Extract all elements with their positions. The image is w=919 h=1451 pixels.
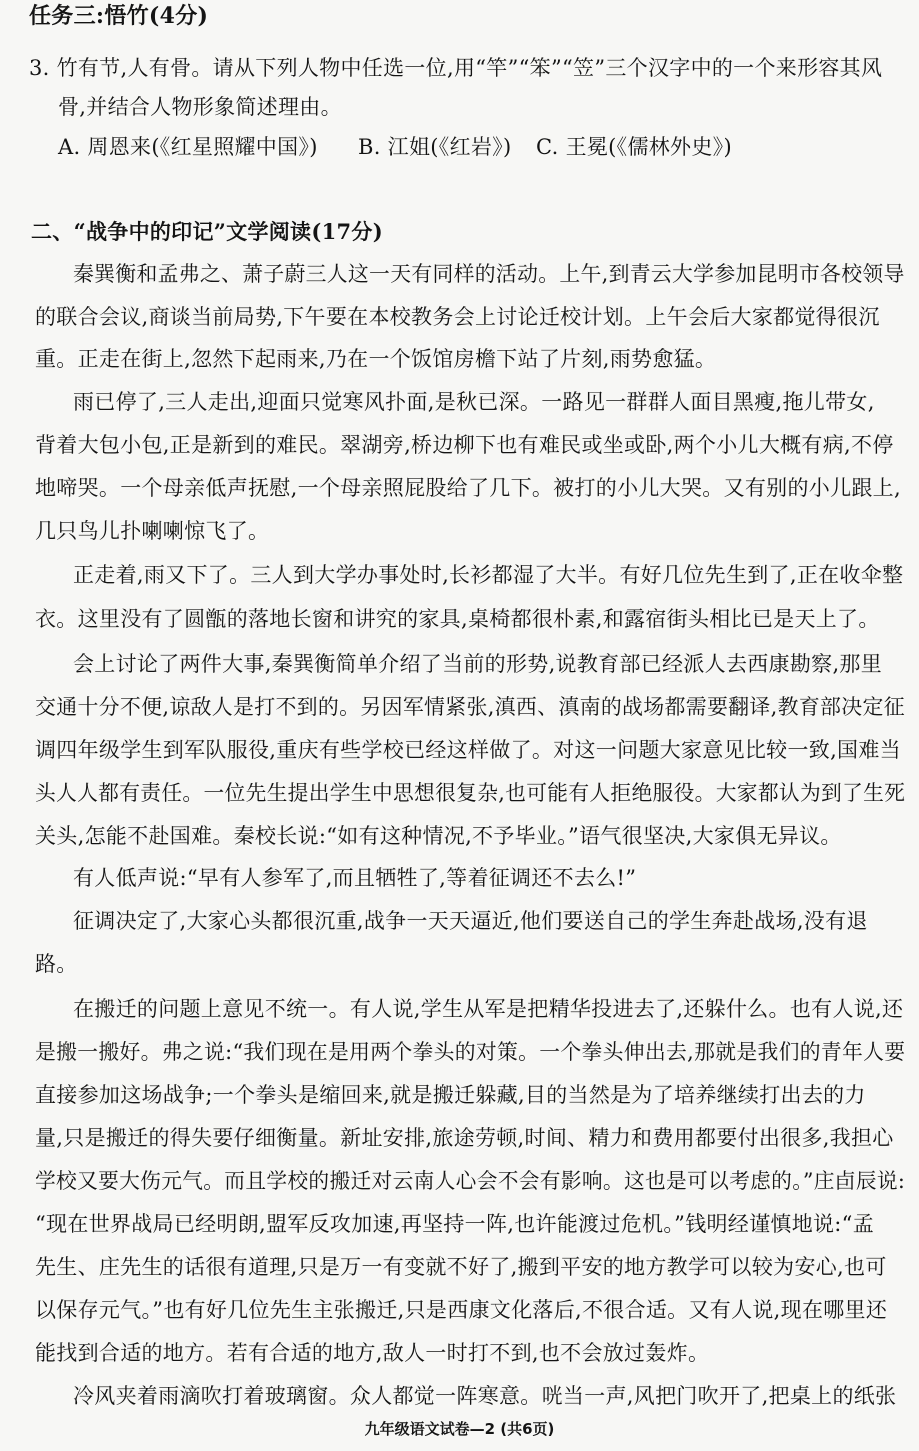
passage-line: 有人低声说:“早有人参军了,而且牺牲了,等着征调还不去么!”	[73, 866, 637, 890]
page-footer: 九年级语文试卷—2 (共6页)	[364, 1420, 555, 1438]
passage-line: 交通十分不便,谅敌人是打不到的。另因军情紧张,滇西、滇南的战场都需要翻译,教育部决定征	[35, 695, 905, 719]
passage-line: 关头,怎能不赴国难。秦校长说:“如有这种情况,不予毕业。”语气很坚决,大家俱无异议。	[35, 824, 842, 848]
passage-line: 在搬迁的问题上意见不统一。有人说,学生从军是把精华投进去了,还躲什么。也有人说,还	[73, 997, 904, 1021]
passage-line: “现在世界战局已经明朗,盟军反攻加速,再坚持一阵,也许能渡过危机。”钱明经谨慎地说:“孟	[35, 1212, 875, 1236]
task3-heading: 任务三:悟竹(4分)	[29, 3, 209, 29]
passage-line: 学校又要大伤元气。而且学校的搬迁对云南人心会不会有影响。这也是可以考虑的。”庄卣辰说:	[35, 1169, 906, 1193]
passage-line: 重。正走在街上,忽然下起雨来,乃在一个饭馆房檐下站了片刻,雨势愈猛。	[35, 347, 717, 371]
option-b: B. 江姐(《红岩》)	[358, 135, 512, 159]
passage-line: 的联合会议,商谈当前局势,下午要在本校教务会上讨论迁校计划。上午会后大家都觉得很沉	[35, 305, 880, 329]
passage-line: 能找到合适的地方。若有合适的地方,敌人一时打不到,也不会放过轰炸。	[35, 1341, 710, 1365]
passage-line: 先生、庄先生的话很有道理,只是万一有变就不好了,搬到平安的地方教学可以较为安心,也可	[35, 1255, 887, 1279]
passage-line: 几只鸟儿扑喇喇惊飞了。	[35, 519, 270, 543]
passage-line: 路。	[35, 952, 78, 976]
passage-line: 头人人都有责任。一位先生提出学生中思想很复杂,也可能有人拒绝服役。大家都认为到了生死	[35, 781, 906, 805]
passage-line: 背着大包小包,正是新到的难民。翠湖旁,桥边柳下也有难民或坐或卧,两个小儿大概有病,不停	[35, 433, 894, 457]
passage-line: 会上讨论了两件大事,秦巽衡简单介绍了当前的形势,说教育部已经派人去西康勘察,那里	[73, 652, 883, 676]
passage-line: 冷风夹着雨滴吹打着玻璃窗。众人都觉一阵寒意。咣当一声,风把门吹开了,把桌上的纸张	[73, 1384, 897, 1408]
passage-line: 正走着,雨又下了。三人到大学办事处时,长衫都湿了大半。有好几位先生到了,正在收伞整	[73, 563, 904, 587]
passage-line: 调四年级学生到军队服役,重庆有些学校已经这样做了。对这一问题大家意见比较一致,国难当	[35, 738, 901, 762]
option-c: C. 王冕(《儒林外史》)	[536, 135, 732, 159]
passage-line: 秦巽衡和孟弗之、萧子蔚三人这一天有同样的活动。上午,到青云大学参加昆明市各校领导	[73, 262, 905, 286]
option-a: A. 周恩来(《红星照耀中国》)	[58, 135, 318, 159]
passage-line: 衣。这里没有了圆甑的落地长窗和讲究的家具,桌椅都很朴素,和露宿街头相比已是天上了。	[35, 607, 880, 631]
question-3-line-1: 3. 竹有节,人有骨。请从下列人物中任选一位,用“竿”“笨”“笠”三个汉字中的一个来形容其风	[29, 56, 883, 80]
passage-line: 以保存元气。”也有好几位先生主张搬迁,只是西康文化落后,不很合适。又有人说,现在哪里还	[35, 1298, 888, 1322]
section2-heading: 二、“战争中的印记”文学阅读(17分)	[31, 219, 383, 244]
passage-line: 量,只是搬迁的得失要仔细衡量。新址安排,旅途劳顿,时间、精力和费用都要付出很多,我担心	[35, 1126, 894, 1150]
passage-line: 征调决定了,大家心头都很沉重,战争一天天逼近,他们要送自己的学生奔赴战场,没有退	[73, 909, 868, 933]
passage-line: 是搬一搬好。弗之说:“我们现在是用两个拳头的对策。一个拳头伸出去,那就是我们的青年人要	[35, 1040, 906, 1064]
passage-line: 地啼哭。一个母亲低声抚慰,一个母亲照屁股给了几下。被打的小儿大哭。又有别的小儿跟上,	[35, 476, 901, 500]
passage-line: 雨已停了,三人走出,迎面只觉寒风扑面,是秋已深。一路见一群群人面目黑瘦,拖儿带女,	[73, 390, 875, 414]
question-3-line-2: 骨,并结合人物形象简述理由。	[58, 95, 342, 119]
passage-line: 直接参加这场战争;一个拳头是缩回来,就是搬迁躲藏,目的当然是为了培养继续打出去的力	[35, 1083, 866, 1107]
